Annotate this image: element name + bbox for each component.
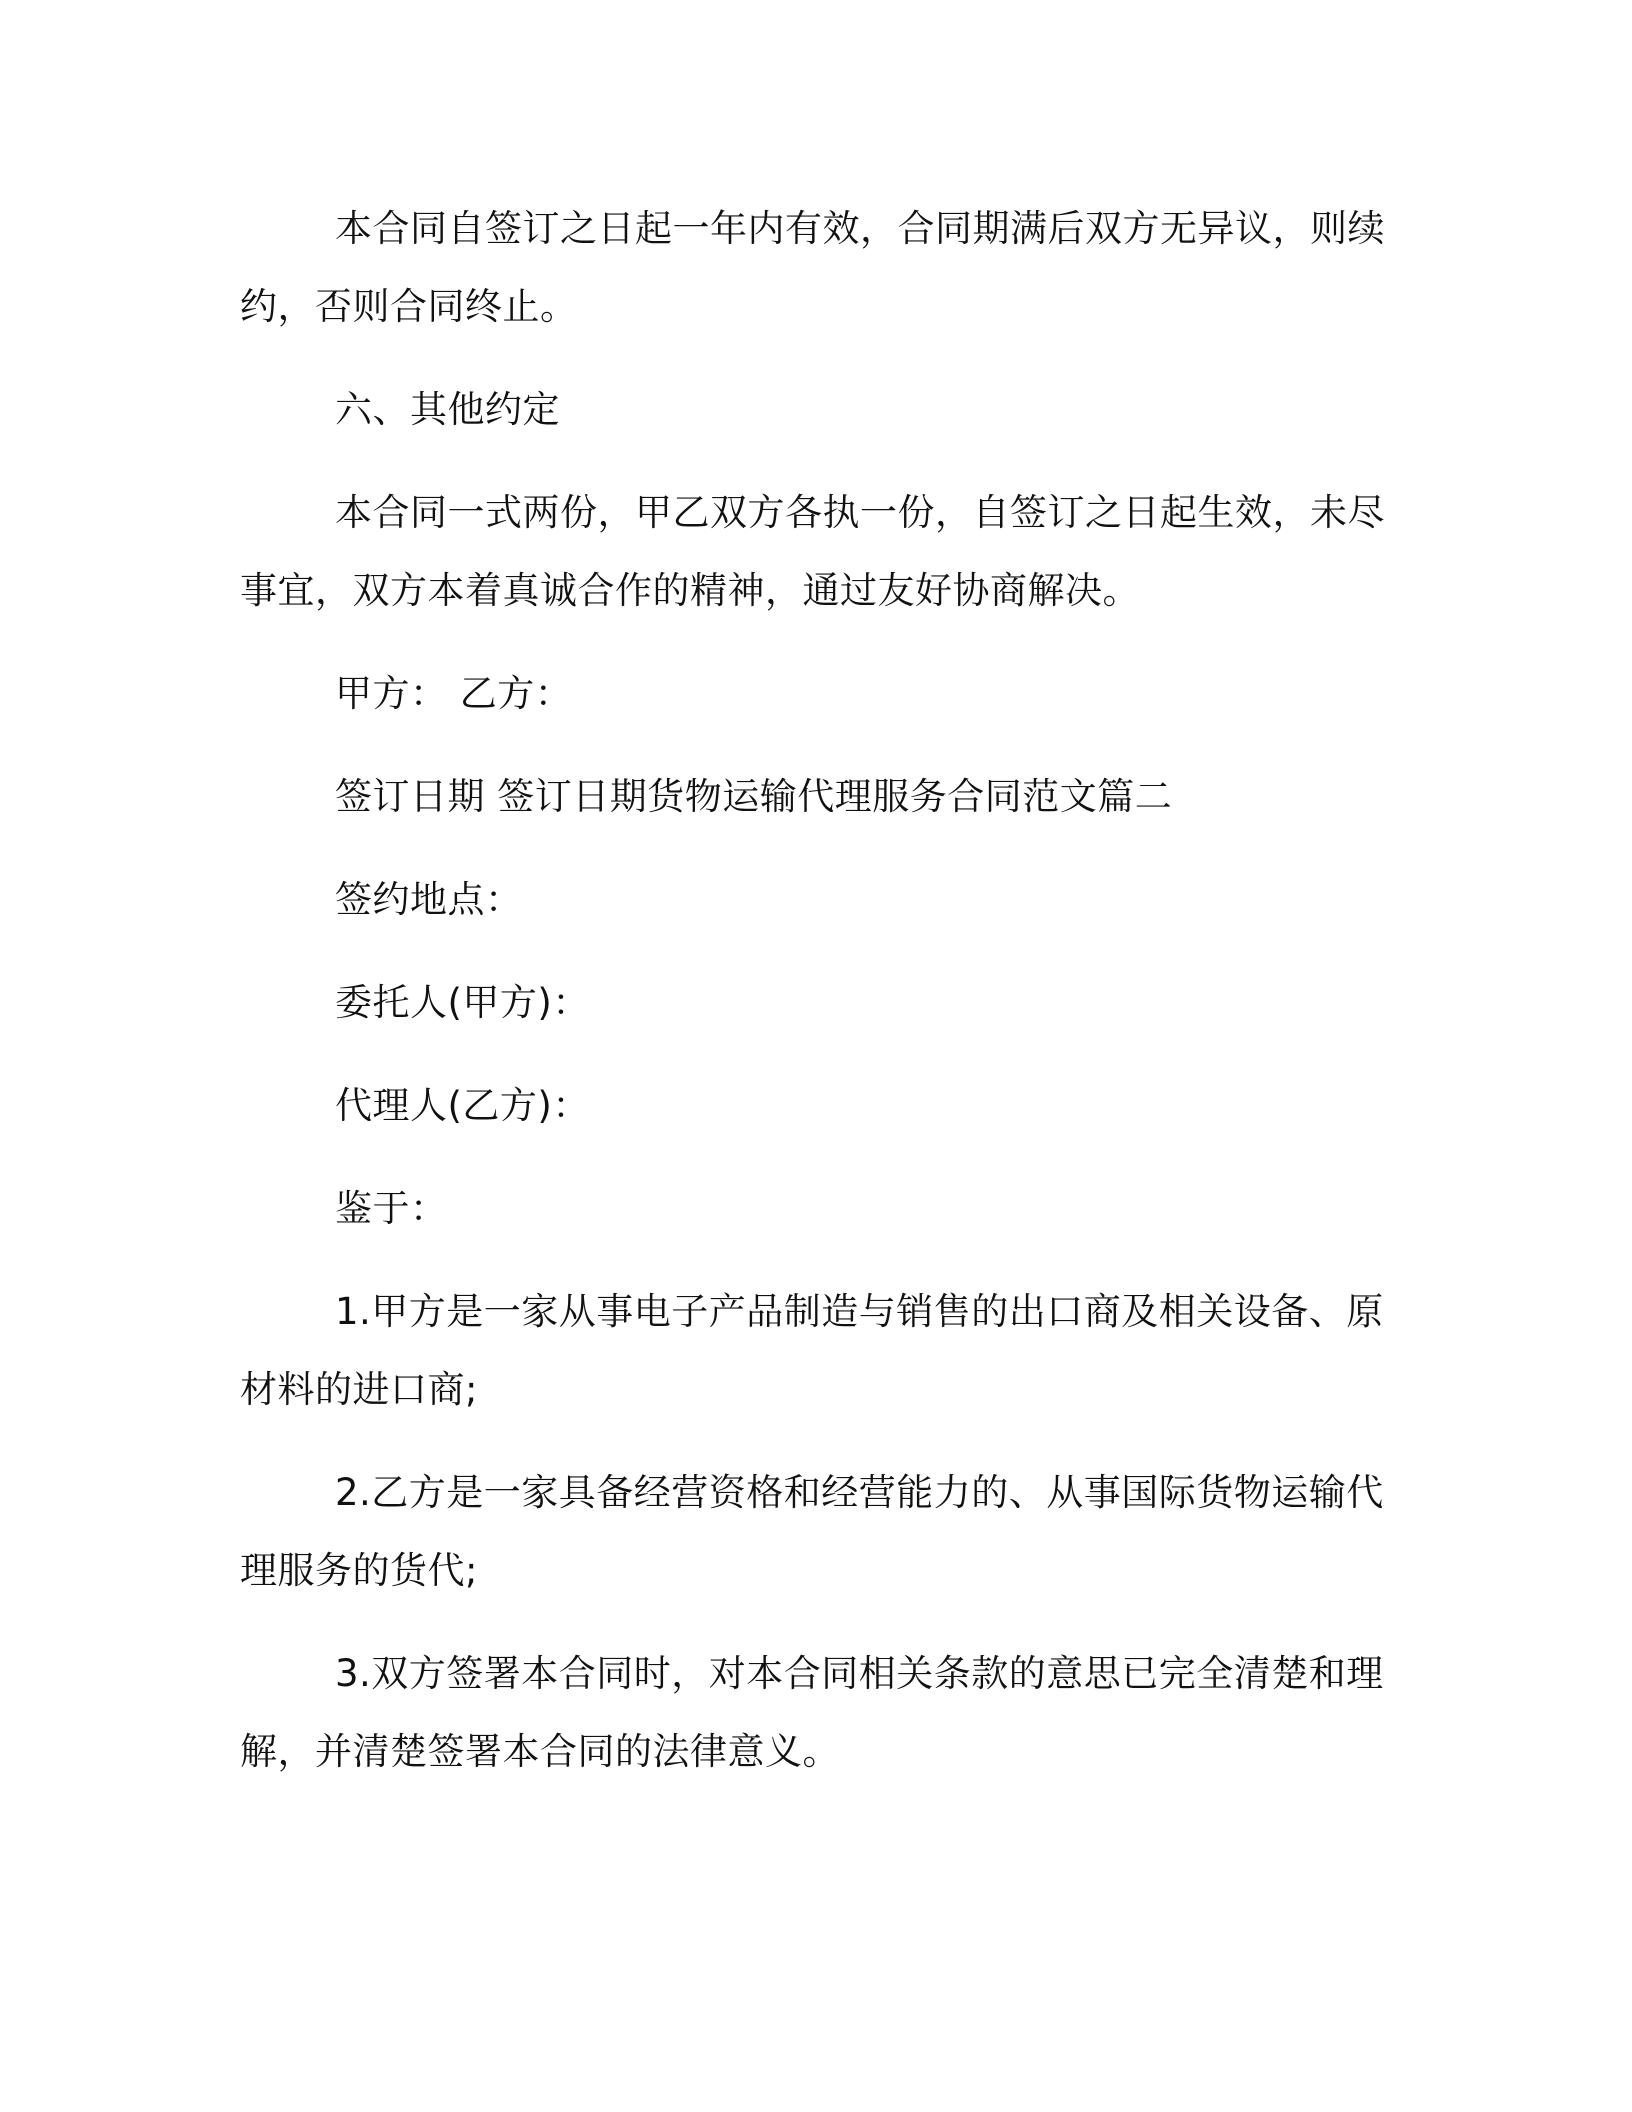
signing-location-line: 签约地点： <box>335 878 523 921</box>
paragraph-contract-validity: 本合同自签订之日起一年内有效，合同期满后双方无异议，则续约，否则合同终止。 <box>240 207 1385 328</box>
paragraph-gap <box>240 1429 1390 1454</box>
document-body <box>240 190 1390 1791</box>
recital-item-1: 1.甲方是一家从事电子产品制造与销售的出口商及相关设备、原材料的进口商; <box>240 1290 1384 1411</box>
paragraph-gap <box>240 939 1390 964</box>
paragraph-gap <box>240 1042 1390 1067</box>
paragraph-copies-and-effect: 本合同一式两份，甲乙双方各执一份，自签订之日起生效，未尽事宜，双方本着真诚合作的精神，通过友好协商解决。 <box>240 491 1385 612</box>
party-signatures-line: 甲方： 乙方： <box>335 672 573 715</box>
whereas-heading: 鉴于： <box>335 1187 448 1230</box>
principal-party-line: 委托人(甲方)： <box>335 981 590 1024</box>
paragraph-gap <box>240 346 1390 371</box>
agent-party-line: 代理人(乙方)： <box>335 1084 590 1127</box>
paragraph-gap <box>240 733 1390 758</box>
paragraph-gap <box>240 1248 1390 1273</box>
recital-item-3: 3.双方签署本合同时，对本合同相关条款的意思已完全清楚和理解，并清楚签署本合同的法律意义。 <box>240 1652 1384 1773</box>
paragraph-gap <box>240 630 1390 655</box>
recital-item-2: 2.乙方是一家具备经营资格和经营能力的、从事国际货物运输代理服务的货代; <box>240 1471 1384 1592</box>
paragraph-gap <box>240 1610 1390 1635</box>
paragraph-gap <box>240 836 1390 861</box>
signing-date-and-title-line: 签订日期 签订日期货物运输代理服务合同范文篇二 <box>335 775 1173 818</box>
paragraph-gap <box>240 1145 1390 1170</box>
section-heading-other-terms: 六、其他约定 <box>335 388 560 431</box>
paragraph-gap <box>240 449 1390 474</box>
